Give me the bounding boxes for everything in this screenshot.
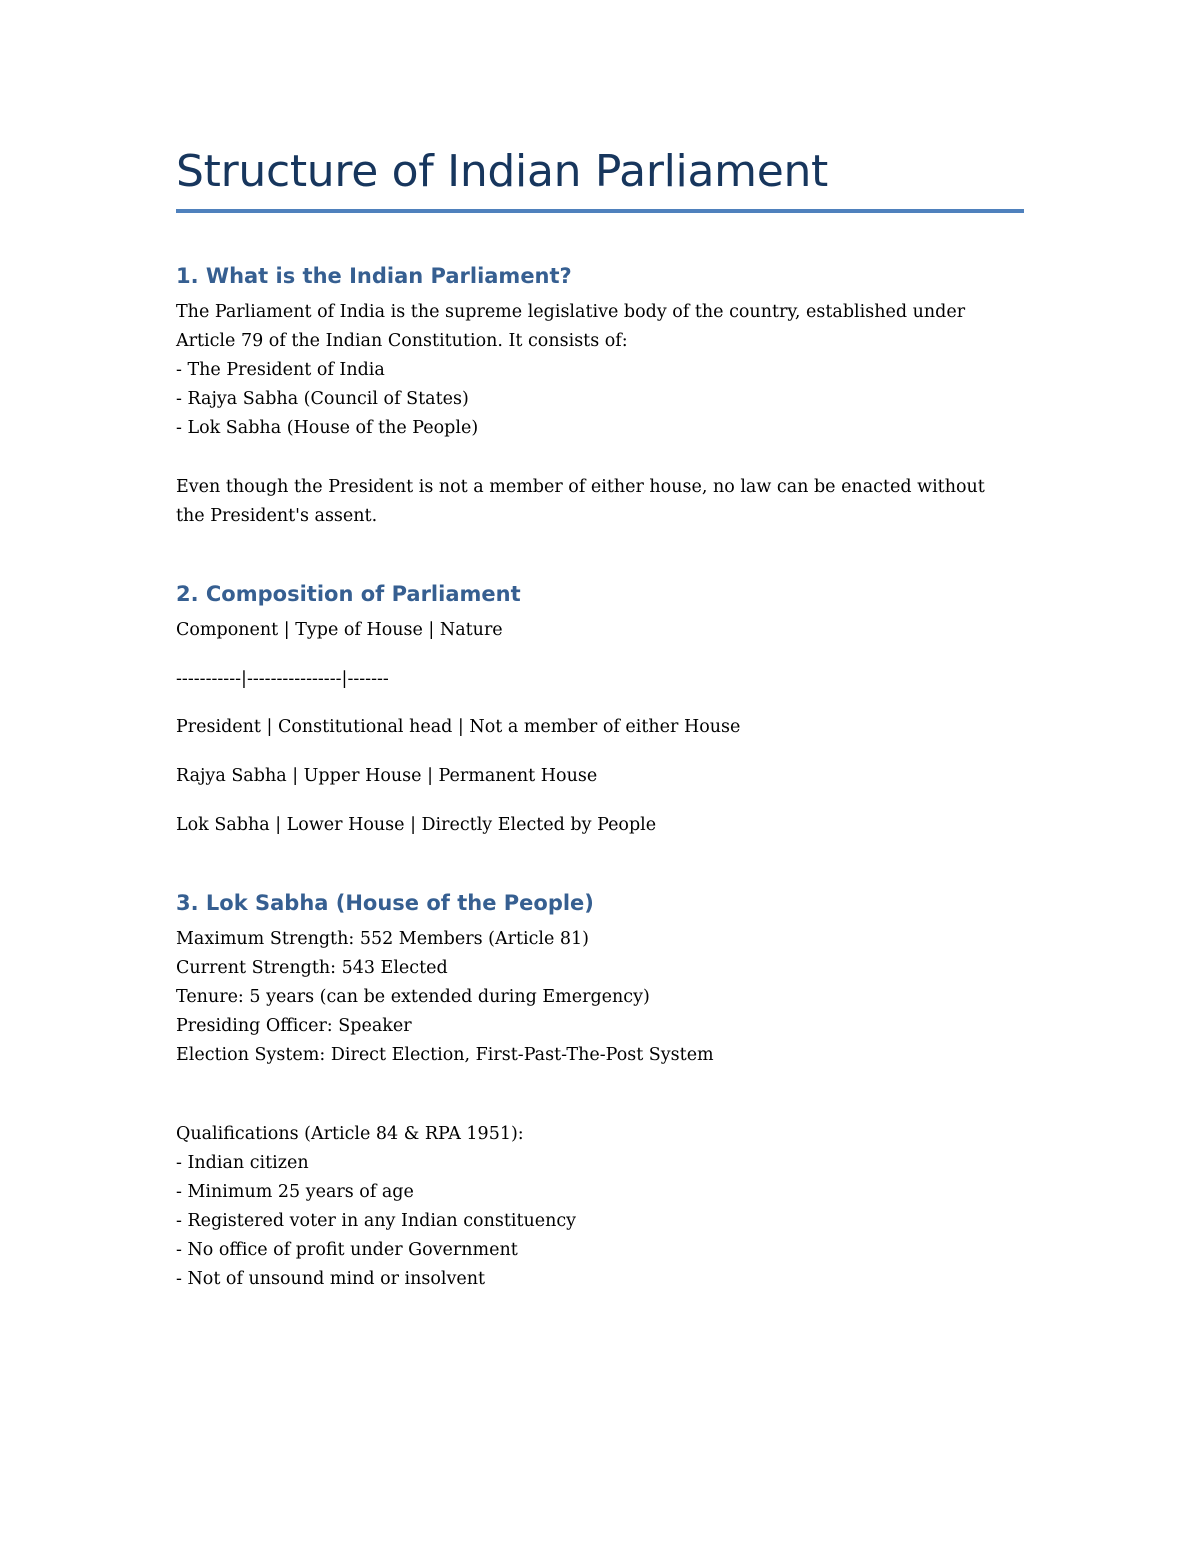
paragraph-line: Even though the President is not a member of either house, no law can be enacted without	[176, 477, 985, 497]
fact-line: Tenure: 5 years (can be extended during Emergency)	[176, 987, 650, 1007]
list-item: - Minimum 25 years of age	[176, 1182, 414, 1202]
title-underline	[176, 209, 1024, 213]
section-1-intro	[176, 298, 965, 443]
paragraph-line: The Parliament of India is the supreme legislative body of the country, established under	[176, 302, 966, 322]
paragraph-line: Article 79 of the Indian Constitution. It consists of:	[176, 331, 628, 351]
qualifications-title: Qualifications (Article 84 & RPA 1951):	[176, 1124, 524, 1144]
qualifications-block	[176, 1120, 576, 1294]
list-item: - Registered voter in any Indian constituency	[176, 1211, 577, 1231]
table-header-row: Component | Type of House | Nature	[176, 620, 503, 640]
fact-line: Current Strength: 543 Elected	[176, 958, 448, 978]
table-separator-row: -----------|----------------|-------	[176, 669, 389, 689]
paragraph-line: the President's assent.	[176, 506, 378, 526]
section-1-heading: 1. What is the Indian Parliament?	[176, 264, 572, 288]
section-2-heading: 2. Composition of Parliament	[176, 582, 521, 606]
list-item: - No office of profit under Government	[176, 1240, 518, 1260]
fact-line: Presiding Officer: Speaker	[176, 1016, 412, 1036]
section-1-note	[176, 473, 985, 531]
table-row: President | Constitutional head | Not a member of either House	[176, 717, 741, 737]
table-row: Rajya Sabha | Upper House | Permanent House	[176, 766, 598, 786]
lok-sabha-facts	[176, 925, 714, 1070]
list-item: - Rajya Sabha (Council of States)	[176, 389, 469, 409]
list-item: - Indian citizen	[176, 1153, 309, 1173]
page-title: Structure of Indian Parliament	[176, 146, 829, 197]
list-item: - Lok Sabha (House of the People)	[176, 418, 479, 438]
list-item: - Not of unsound mind or insolvent	[176, 1269, 486, 1289]
fact-line: Maximum Strength: 552 Members (Article 81)	[176, 929, 589, 949]
table-row: Lok Sabha | Lower House | Directly Elected by People	[176, 815, 657, 835]
section-3-heading: 3. Lok Sabha (House of the People)	[176, 891, 594, 915]
fact-line: Election System: Direct Election, First-Past-The-Post System	[176, 1045, 714, 1065]
list-item: - The President of India	[176, 360, 385, 380]
